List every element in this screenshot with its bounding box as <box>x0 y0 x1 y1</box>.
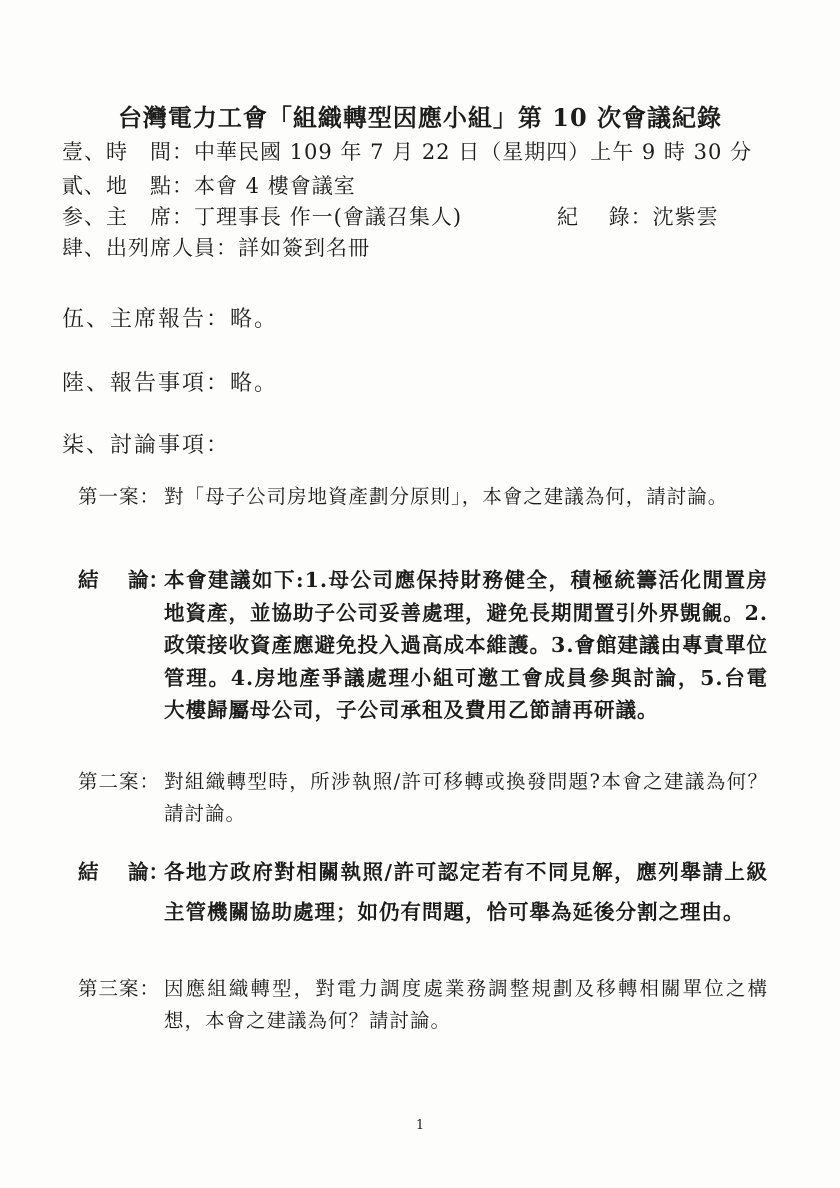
case-2 <box>78 766 768 830</box>
conclusion-text: 各地方政府對相關執照/許可認定若有不同見解，應列舉請上級主管機關協助處理；如仍有問題，恰可舉為延後分割之理由。 <box>164 860 768 924</box>
meeting-chair-line <box>62 201 719 231</box>
conclusion-2 <box>78 852 768 932</box>
case-label: 第一案： <box>78 485 161 508</box>
section-discussion: 柒、討論事項： <box>62 433 231 458</box>
conclusion-label: 結 論： <box>78 568 169 592</box>
meeting-recorder: 紀 錄：沈紫雲 <box>557 205 719 229</box>
conclusion-label: 結 論： <box>78 860 169 884</box>
meeting-time: 壹、時 間：中華民國 109 年 7 月 22 日（星期四）上午 9 時 30 分 <box>62 140 752 164</box>
section-reports: 陸、報告事項：略。 <box>62 371 279 396</box>
case-text: 對「母子公司房地資產劃分原則」，本會之建議為何，請討論。 <box>164 485 729 508</box>
conclusion-text: 本會建議如下:1.母公司應保持財務健全，積極統籌活化閒置房地資產，並協助子公司妥善處理，避免長期閒置引外界覬覦。2.政策接收資產應避免投入過高成本維護。3.會館建議由專責單位管理。4.房地產爭議處理小組可邀工會成員參與討論，5.台電大樓歸屬母公司，子公司承租及費用乙節請再研議。 <box>164 568 768 722</box>
section-chair-report: 伍、主席報告：略。 <box>62 307 279 332</box>
case-label: 第三案： <box>78 977 161 1000</box>
case-text: 因應組織轉型，對電力調度處業務調整規劃及移轉相關單位之構想，本會之建議為何？請討論。 <box>164 977 768 1032</box>
page-number: 1 <box>415 1118 425 1133</box>
meeting-chair: 参、主 席：丁理事長 作一(會議召集人) <box>62 205 463 229</box>
document-title: 台灣電力工會「組織轉型因應小組」第 10 次會議紀錄 <box>117 103 723 132</box>
case-label: 第二案： <box>78 770 161 793</box>
conclusion-1 <box>78 564 768 727</box>
meeting-attendees: 肆、出列席人員：詳如簽到名冊 <box>62 236 370 260</box>
case-text: 對組織轉型時，所涉執照/許可移轉或換發問題?本會之建議為何？請討論。 <box>164 770 768 825</box>
meeting-place: 貳、地 點：本會 4 樓會議室 <box>62 174 356 198</box>
case-1 <box>78 481 768 513</box>
case-3 <box>78 973 768 1037</box>
